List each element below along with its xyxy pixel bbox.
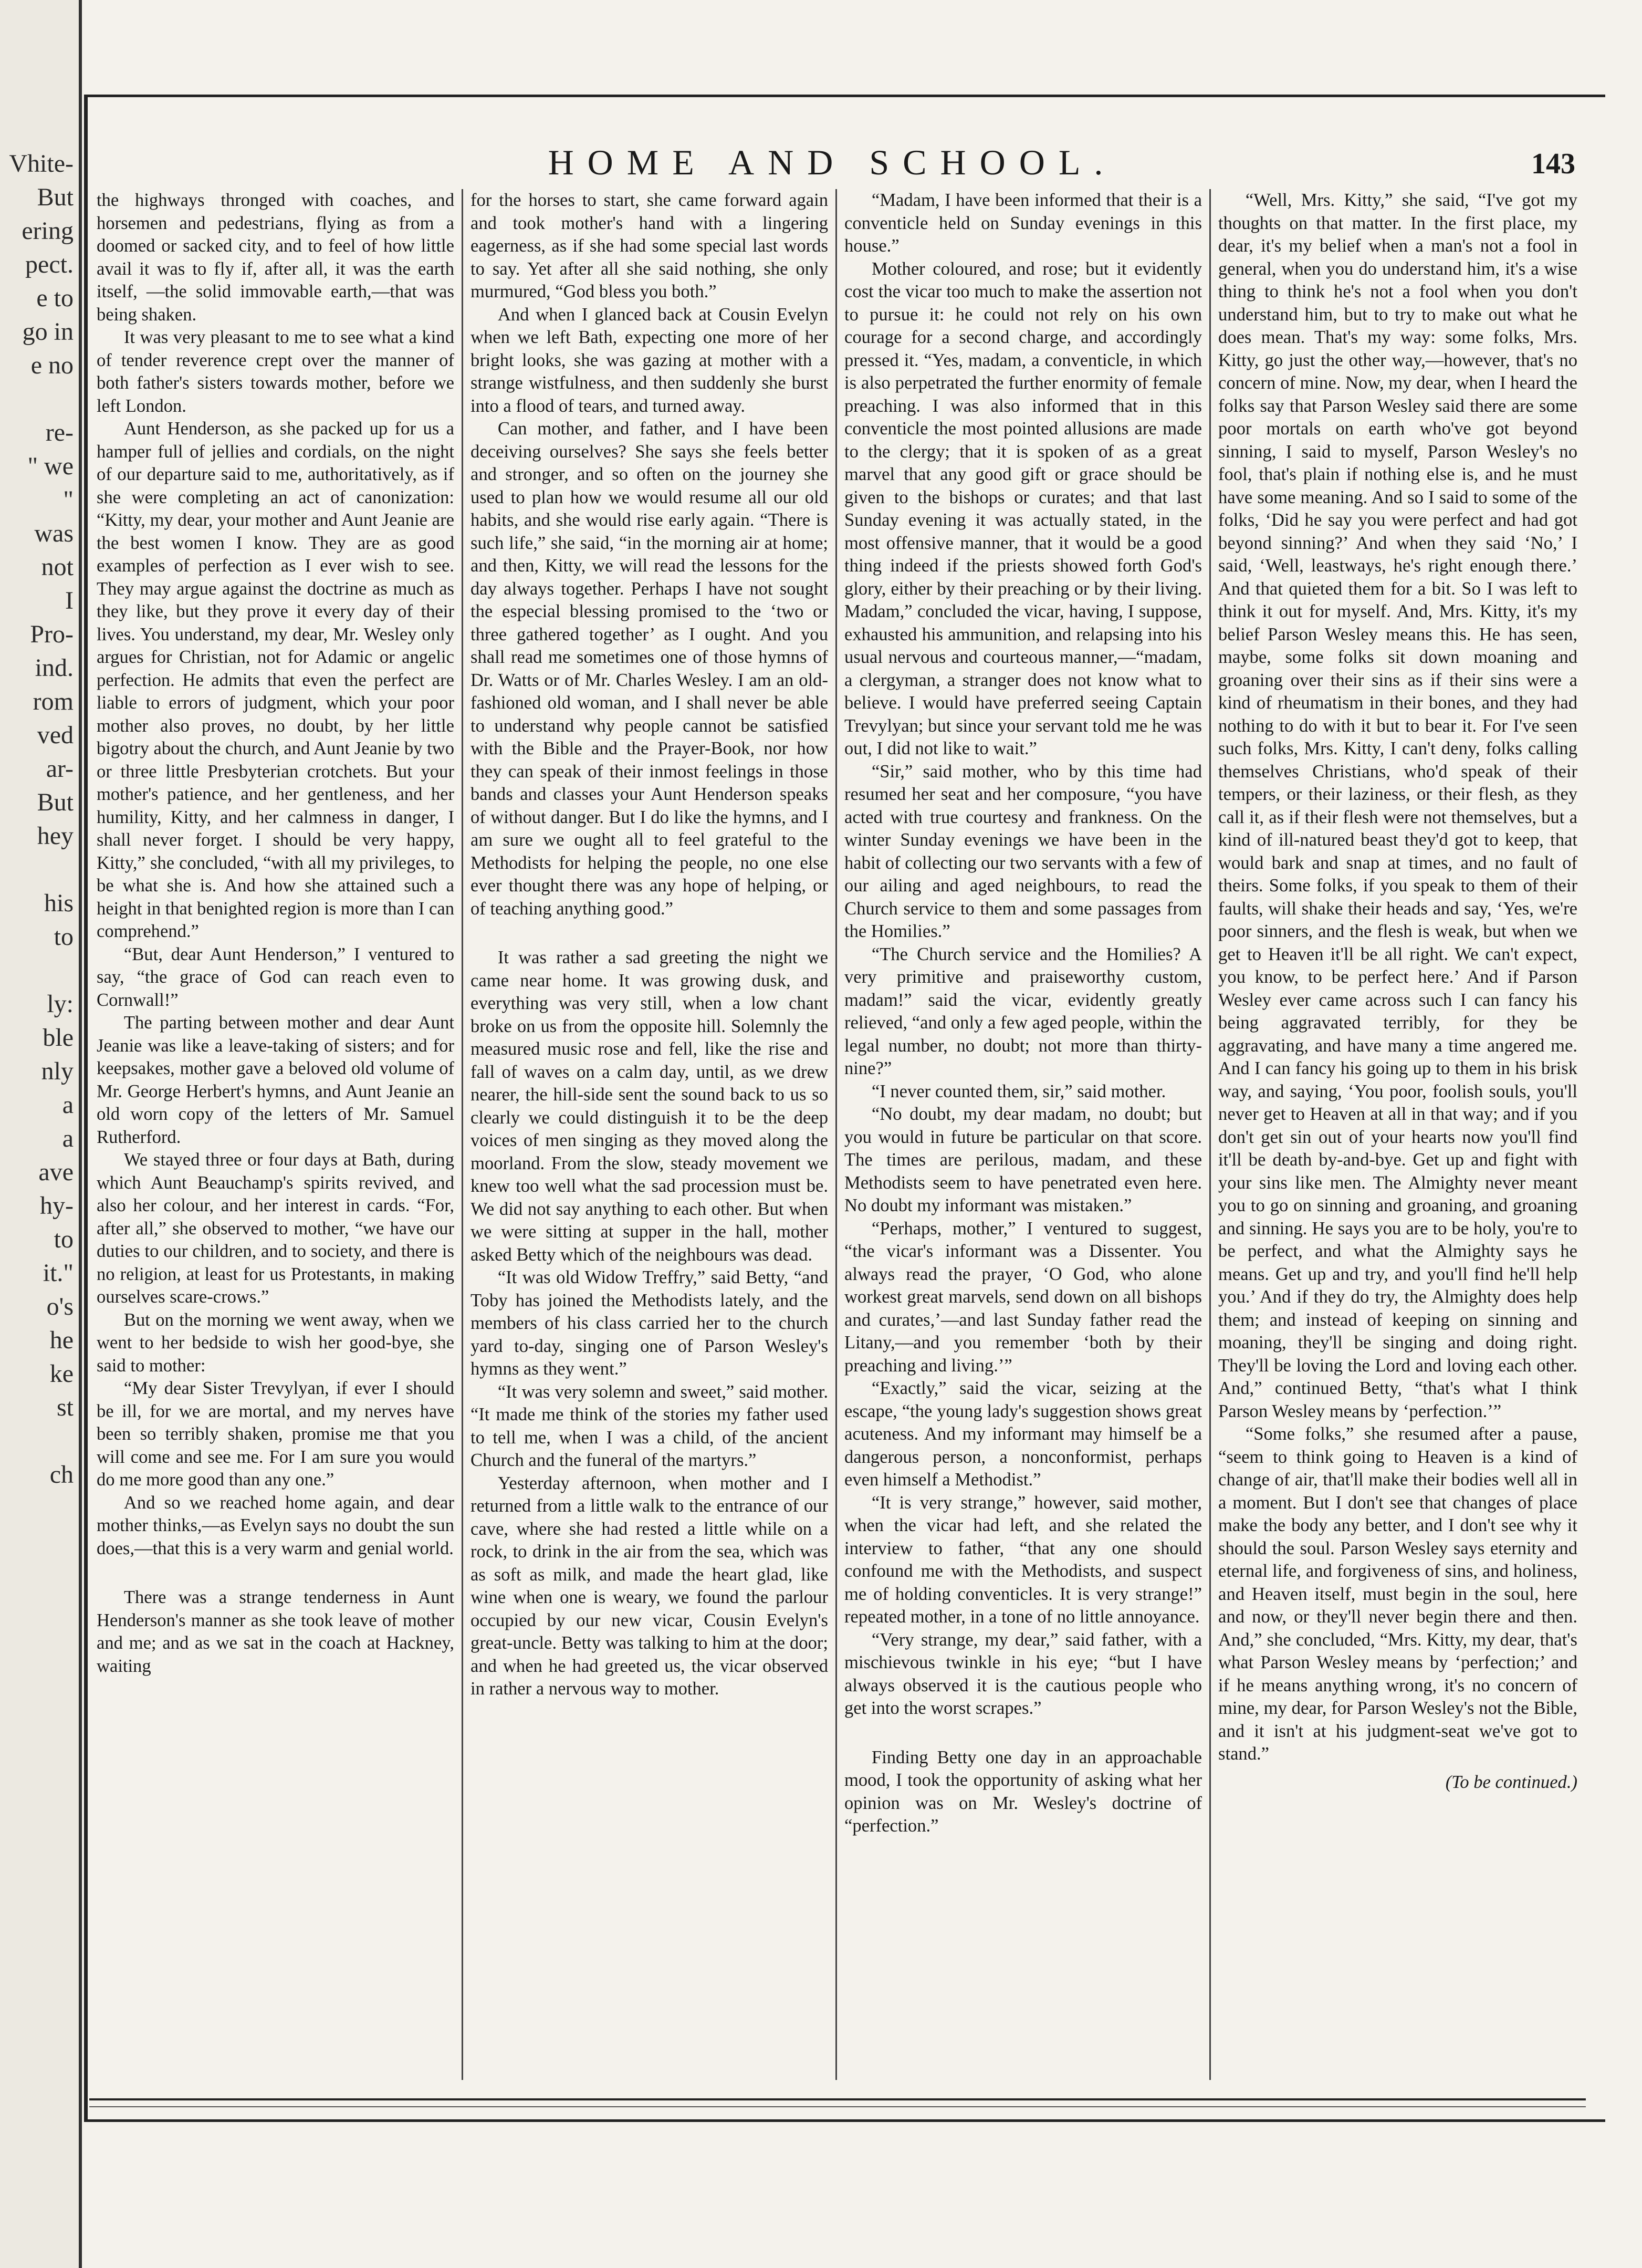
paragraph: “But, dear Aunt Henderson,” I ventured to say, “the grace of God can reach even to Cornwall!” — [97, 944, 454, 1010]
header — [79, 142, 1586, 189]
paragraph: There was a strange tenderness in Aunt Henderson's manner as she took leave of mother and me; and as we sat in the coach at Hackney, waiting — [97, 1587, 454, 1676]
paragraph: Finding Betty one day in an approachable mood, I took the opportunity of asking what her opinion was on Mr. Wesley's doctrine of “perfection.” — [844, 1747, 1202, 1836]
paragraph: “My dear Sister Trevylyan, if ever I should be ill, for we are mortal, and my nerves have been so terribly shaken, promise me that you will come and see me. For I am sure you would do me more good than any one.” — [97, 1378, 454, 1490]
column-1 — [89, 189, 463, 2080]
paragraph: “The Church service and the Homilies? A very primitive and praiseworthy custom, madam!” said the vicar, evidently greatly relieved, “and only a few aged people, within the legal number, no doubt; not more than thirty-nine?” — [844, 944, 1202, 1078]
paragraph: “It is very strange,” however, said mother, when the vicar had left, and she related the interview to father, “that any one should confound me with the Methodists, and suspect me of holding conventicles. It is very strange!” repeated mother, in a tone of no little annoyance. — [844, 1492, 1202, 1627]
paragraph: “Exactly,” said the vicar, seizing at the escape, “the young lady's suggestion shows great acuteness. And my informant may himself be a dangerous person, a nonconformist, perhaps even himself a Methodist.” — [844, 1378, 1202, 1490]
facing-page-fragments: Vhite- But ering pect. e to go in e no re- " we " was not I Pro- ind. rom ved ar- But hey his to ly: ble nly a a ave hy- to it." o's he ke st ch — [9, 150, 74, 1489]
paragraph: “Madam, I have been informed that their is a conventicle held on Sunday evenings in this house.” — [844, 190, 1202, 256]
paragraph: It was very pleasant to me to see what a kind of tender reverence crept over the manner of both father's sisters towards mother, before we left London. — [97, 327, 454, 416]
paragraph: Can mother, and father, and I have been deceiving ourselves? She says she feels better and stronger, and so often on the journey she used to plan how we would resume all our old habits, and she would rise early again. “There is such life,” she said, “in the morning air at home; and then, Kitty, we will read the lessons for the day always together. Perhaps I have not sought the especial blessing promised to the ‘two or three gathered together’ as I ought. And you shall read me sometimes one of those hymns of Dr. Watts or of Mr. Charles Wesley. I am an old-fashioned old woman, and I shall never be able to understand why people cannot be satisfied with the Bible and the Prayer-Book, nor how they can speak of their inmost feelings in those bands and classes your Aunt Henderson speaks of without danger. But I do like the hymns, and I am sure we ought all to feel grateful to the Methodists for helping the people, no one else ever thought there was any hope of helping, or of teaching anything good.” — [470, 419, 828, 919]
text-columns — [89, 189, 1586, 2080]
paragraph: “I never counted them, sir,” said mother. — [871, 1081, 1166, 1101]
column-2 — [463, 189, 837, 2080]
paragraph: We stayed three or four days at Bath, during which Aunt Beauchamp's spirits revived, and also her colour, and her interest in cards. “For, after all,” she observed to mother, “we have our duties to our children, and to society, and there is no religion, at least for us Protestants, in making ourselves scare-crows.” — [97, 1150, 454, 1307]
paragraph: Mother coloured, and rose; but it evidently cost the vicar too much to make the assertion not to pursue it: he could not rely on his own courage for a second charge, and accordingly pressed it. “Yes, madam, a conventicle, in which is also perpetrated the further enormity of female preaching. I was also informed that in this conventicle the most pointed allusions are made to the clergy; that it is spoken of as a great marvel that any good gift or grace should be given to the bishops or curates; and that last Sunday evening it was actually stated, in the most offensive manner, that it would be a good thing indeed if the priests showed forth God's glory, either by their preaching or by their living. Madam,” concluded the vicar, having, I suppose, exhausted his ammunition, and relapsing into his usual nervous and courteous manner,—“madam, a clergyman, a stranger does not know what to believe. I would have preferred seeing Captain Trevylyan; but since your servant told me he was out, I did not like to wait.” — [844, 258, 1202, 758]
paragraph: “Perhaps, mother,” I ventured to suggest, “the vicar's informant was a Dissenter. You always read the prayer, ‘O God, who alone workest great marvels, send down on all bishops and curates,’—and last Sunday father read the Litany,—and you remember ‘both by their preaching and living.’” — [844, 1218, 1202, 1376]
footer-rule-thin — [89, 2106, 1586, 2107]
paragraph: the highways thronged with coaches, and horsemen and pedestrians, flying as from a doomed or sacked city, and to feel of how little avail it was to fly if, after all, it was the earth itself, —the solid immovable earth,—that was being shaken. — [97, 190, 454, 325]
page — [79, 0, 1642, 2268]
paragraph: “It was old Widow Treffry,” said Betty, “and Toby has joined the Methodists lately, and the members of his class carried her to the church yard to-day, singing one of Parson Wesley's hymns as they went.” — [470, 1267, 828, 1379]
paragraph: “Well, Mrs. Kitty,” she said, “I've got my thoughts on that matter. In the first place, my dear, it's my belief when a man's not a fool in general, when you do understand him, it's a wise thing to think he's not a fool when you don't understand him, but to try to make out what he does mean. That's my way: some folks, Mrs. Kitty, go just the other way,—however, that's no concern of mine. Now, my dear, when I heard the folks say that Parson Wesley said there are some poor mortals on earth who've got beyond sinning, I said to myself, Parson Wesley's no fool, that's plain if nothing else is, and he must have some meaning. And so I said to some of the folks, ‘Did he say you were perfect and had got beyond sinning?’ And when they said ‘No,’ I said, ‘Well, leastways, he's right enough there.’ And that quieted them for a bit. So I was left to think it out for myself. And, Mrs. Kitty, it's my belief Parson Wesley means this. He has seen, maybe, some folks sit down moaning and groaning over their sins as if their sins were a kind of rheumatism in their bones, and they had nothing to do with it but to bear it. For I've seen such folks, Mrs. Kitty, I can't deny, folks calling themselves Christians, who'd speak of their tempers, or their laziness, or their flesh, as they call it, as if their flesh were not themselves, but a kind of ill-natured beast they'd got to keep, that would bark and snap at times, and no fault of theirs. Some folks, if you speak to them of their faults, will shake their heads and say, ‘Yes, we're poor sinners, and the flesh is weak, but when we get to Heaven it'll be all right. We can't expect, you know, to be perfect here.’ And if Parson Wesley ever came across such I can fancy his being aggravated terribly, for they be aggravating, and have many a time angered me. And I can fancy his going up to them in his brisk way, and saying, ‘You poor, foolish souls, you'll never get to Heaven at all in that way; and if you don't get sin out of your hearts now you'll find it'll be death by-and-bye. Get up and fight with your sins like men. The Almighty never meant you to go on sinning and groaning, and groaning and sinning. He says you are to be holy, you're to be perfect, and what the Almighty says he means. Get up and try, and you'll find he'll help you.’ And if they do try, the Almighty does help them; and instead of keeping on sinning and moaning, they'll be singing and doing right. They'll be loving the Lord and loving each other. And,” continued Betty, “that's what I think Parson Wesley means by ‘perfection.’” — [1218, 190, 1577, 1421]
paragraph: But on the morning we went away, when we went to her bedside to wish her good-bye, she said to mother: — [97, 1309, 454, 1376]
facing-page-strip — [0, 0, 82, 2268]
column-3 — [837, 189, 1211, 2080]
paragraph: “It was very solemn and sweet,” said mother. “It made me think of the stories my father used to tell me, when I was a child, of the ancient Church and the funeral of the martyrs.” — [470, 1381, 828, 1470]
paragraph: It was rather a sad greeting the night we came near home. It was growing dusk, and everything was very still, when a low chant broke on us from the opposite hill. Solemnly the measured music rose and fell, like the rise and fall of waves on a calm day, until, as we drew nearer, the hill-side sent the sound back to us so clearly we could distinguish it to be the deep voices of men singing as they moved along the moorland. From the slow, steady movement we knew too well what the sad procession must be. We did not say anything to each other. But when we were sitting at supper in the hall, mother asked Betty which of the neighbours was dead. — [470, 948, 828, 1265]
paragraph: Aunt Henderson, as she packed up for us a hamper full of jellies and cordials, on the night of our departure said to me, authoritatively, as if she were completing an act of canonization: “Kitty, my dear, your mother and Aunt Jeanie are the best women I know. They are as good examples of perfection as I ever wish to see. They may argue against the doctrine as much as they like, but they prove it every day of their lives. You understand, my dear, Mr. Wesley only argues for Christian, not for Adamic or angelic perfection. He admits that even the perfect are liable to errors of judgment, which your poor mother also proves, no doubt, by her little bigotry about the church, and Aunt Jeanie by two or three little Presbyterian crotchets. But your mother's patience, and her gentleness, and her humility, Kitty, and her calmness in danger, I shall never forget. I should be very happy, Kitty,” she concluded, “with all my privileges, to be what she is. And how she attained such a height in that benighted region is more than I can comprehend.” — [97, 419, 454, 941]
page-number: 143 — [1531, 148, 1575, 180]
paragraph: “No doubt, my dear madam, no doubt; but you would in future be particular on that score. The times are perilous, madam, and these Methodists seem to have penetrated even here. No doubt my informant was mistaken.” — [844, 1104, 1202, 1215]
paragraph: The parting between mother and dear Aunt Jeanie was like a leave-taking of sisters; and for keepsakes, mother gave a beloved old volume of Mr. George Herbert's hymns, and Aunt Jeanie an old worn copy of the letters of Mr. Samuel Rutherford. — [97, 1013, 454, 1147]
paragraph: And when I glanced back at Cousin Evelyn when we left Bath, expecting one more of her bright looks, she was gazing at mother with a strange wistfulness, and then suddenly she burst into a flood of tears, and turned away. — [470, 304, 828, 416]
footer-rule — [89, 2098, 1586, 2100]
paragraph: Yesterday afternoon, when mother and I returned from a little walk to the entrance of our cave, where she had rested a little while on a rock, to drink in the air from the sea, which was as soft as milk, and made the heart glad, like wine when one is weary, we found the parlour occupied by our new vicar, Cousin Evelyn's great-uncle. Betty was talking to him at the door; and when he had greeted us, the vicar observed in rather a nervous way to mother. — [470, 1473, 828, 1699]
paragraph: for the horses to start, she came forward again and took mother's hand with a lingering eagerness, as if she had some special last words to say. Yet after all she said nothing, she only murmured, “God bless you both.” — [470, 190, 828, 301]
paragraph: “Sir,” said mother, who by this time had resumed her seat and her composure, “you have acted with true courtesy and frankness. On the winter Sunday evenings we have been in the habit of collecting our two servants with a few of our ailing and aged neighbours, to read the Church service to them and some passages from the Homilies.” — [844, 761, 1202, 941]
paragraph: And so we reached home again, and dear mother thinks,—as Evelyn says no doubt the sun does,—that this is a very warm and genial world. — [97, 1492, 454, 1558]
paragraph: “Some folks,” she resumed after a pause, “seem to think going to Heaven is a kind of change of air, that'll make their bodies well all in a moment. But I don't see that changes of place make the body any better, and I don't see why it should the soul. Parson Wesley says eternity and eternal life, and forgiveness of sins, and holiness, and Heaven itself, must begin in the soul, here and now, or they'll never begin there and then. And,” she concluded, “Mrs. Kitty, my dear, that's what Parson Wesley means by ‘perfection;’ and if he means anything wrong, it's no concern of mine, my dear, for Parson Wesley's not the Bible, and it isn't at his judgment-seat we've got to stand.” — [1218, 1424, 1577, 1764]
paragraph: “Very strange, my dear,” said father, with a mischievous twinkle in his eye; “but I have always observed it is the cautious people who get into the worst scrapes.” — [844, 1629, 1202, 1718]
column-4 — [1211, 189, 1585, 2080]
continued-note: (To be continued.) — [1445, 1772, 1577, 1792]
running-head: HOME AND SCHOOL. — [548, 142, 1117, 182]
